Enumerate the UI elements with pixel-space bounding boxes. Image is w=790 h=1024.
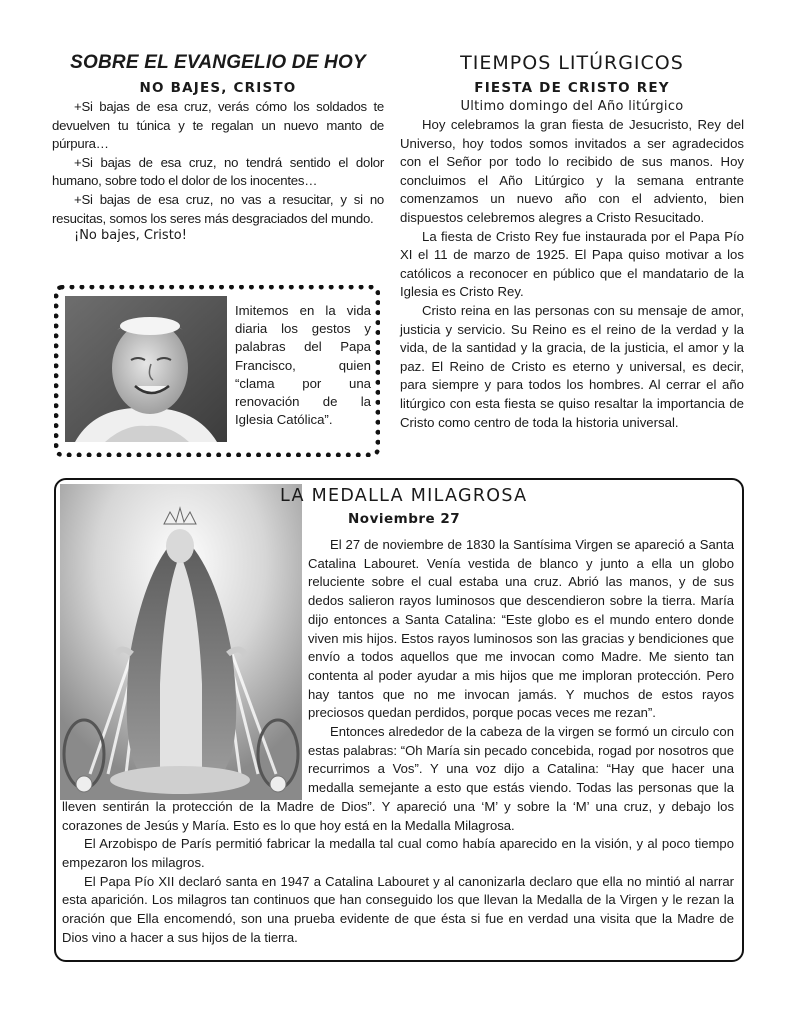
liturgicos-section bbox=[400, 52, 744, 432]
evangelio-title: SOBRE EL EVANGELIO DE HOY bbox=[70, 52, 366, 73]
medalla-header bbox=[280, 486, 732, 527]
medalla-paragraph-2: Entonces alrededor de la cabeza de la virgen se formó un circulo con estas palabras: “Oh María sin pecado concebida, rogad por nosotros que recurrimos a Vos”. Y una voz dijo a Catalina: “Hay que hacer una medalla semejante a esto que estás viendo. Todas las personas que la lleven sentirán la protección de la Madre de Dios”. Y apareció una ‘M’ y sobre la ‘M’ una cruz, y debajo los corazones de Jesús y María. Esto es lo que hoy está en la Medalla Milagrosa. bbox=[62, 724, 734, 833]
medalla-body bbox=[62, 536, 734, 947]
pope-francis-photo bbox=[65, 296, 227, 442]
medalla-paragraph-3: El Arzobispo de París permitió fabricar la medalla tal cual como había aparecido en la visión, y al poco tiempo empezaron los milagros. bbox=[62, 836, 734, 870]
evangelio-closing: ¡No bajes, Cristo! bbox=[74, 228, 187, 244]
medalla-paragraph-1: El 27 de noviembre de 1830 la Santísima Virgen se apareció a Santa Catalina Labouret. Venía vestida de blanco y junto a ella un globo reluciente sobre el cual estaba una cruz. Abrió las manos, y de sus dedos salieron rayos luminosos que descendieron sobre la tierra. María dijo entonces a Santa Catalina: “Este globo es el mundo entero donde viven mis hijos. Estos rayos luminosos son las gracias y bendiciones que envío a todos aquellos que me invocan como Madre. Me siento tan contenta al poder ayudar a mis hijos que me imploran protección. Pero hay tantos que no me invocan jamás. Y muchos de estos rayos preciosos quedan perdidos, porque pocas veces me rezan”. bbox=[308, 537, 734, 721]
liturgicos-subtitle: FIESTA DE CRISTO REY bbox=[474, 80, 670, 96]
evangelio-subtitle: NO BAJES, CRISTO bbox=[139, 80, 297, 96]
liturgicos-paragraph-1: Hoy celebramos la gran fiesta de Jesucristo, Rey del Universo, hoy todos somos invitados a ser agradecidos con el Señor por todo lo recibido de sus manos. Hoy concluimos el Año Litúrgico y la semana entrante comenzamos un nuevo año con el adviento, bien dispuestos celebremos alegres a Cristo Resucitado. bbox=[400, 117, 744, 225]
pope-caption: Imitemos en la vida diaria los gestos y palabras del Papa Francisco, quien “clama por una renovación de la Iglesia Católica”. bbox=[235, 303, 371, 428]
evangelio-paragraph-1: +Si bajas de esa cruz, verás cómo los soldados te devuelven tu túnica y te regalan un nuevo manto de púrpura… bbox=[52, 99, 384, 152]
liturgicos-paragraph-2: La fiesta de Cristo Rey fue instaurada por el Papa Pío XI el 11 de marzo de 1925. El Papa quiso motivar a los católicos a reconocer en público que el mandatario de la Iglesia es Cristo Rey. bbox=[400, 228, 744, 300]
medalla-title: LA MEDALLA MILAGROSA bbox=[280, 486, 528, 506]
evangelio-paragraph-2: +Si bajas de esa cruz, no tendrá sentido el dolor humano, sobre todo el dolor de los inocentes… bbox=[52, 154, 384, 189]
liturgicos-title: TIEMPOS LITÚRGICOS bbox=[460, 52, 684, 74]
medalla-date: Noviembre 27 bbox=[348, 511, 461, 527]
liturgicos-paragraph-3: Cristo reina en las personas con su mensaje de amor, justicia y servicio. Su Reino es el reino de la verdad y la vida, de la santidad y la gracia, de la justicia, el amor y la paz. El Reino de Cristo es eterno y universal, es decir, para siempre y para todos los hombres. Al cerrar el año litúrgico con esta fiesta se quiso resaltar la importancia de Cristo como centro de toda la historia universal. bbox=[400, 302, 744, 430]
medalla-paragraph-4: El Papa Pío XII declaró santa en 1947 a Catalina Labouret y al canonizarla declaro que ella no mintió al narrar esta aparición. Los milagros tan continuos que han conseguido los que llevan la Medalla de la Virgen y le rezan la oración que Ella encomendó, son una prueba evidente de que ésta si fue en verdad una visita que la Madre de Dios vino a hacer a sus hijos de la tierra. bbox=[62, 873, 734, 945]
medalla-section bbox=[54, 478, 744, 962]
evangelio-paragraph-3: +Si bajas de esa cruz, no vas a resucitar, y si no resucitas, somos los seres más desgraciados del mundo. bbox=[52, 191, 384, 226]
evangelio-section bbox=[52, 52, 384, 243]
pope-box bbox=[54, 285, 380, 457]
liturgicos-subsubtitle: Ultimo domingo del Año litúrgico bbox=[460, 99, 684, 114]
